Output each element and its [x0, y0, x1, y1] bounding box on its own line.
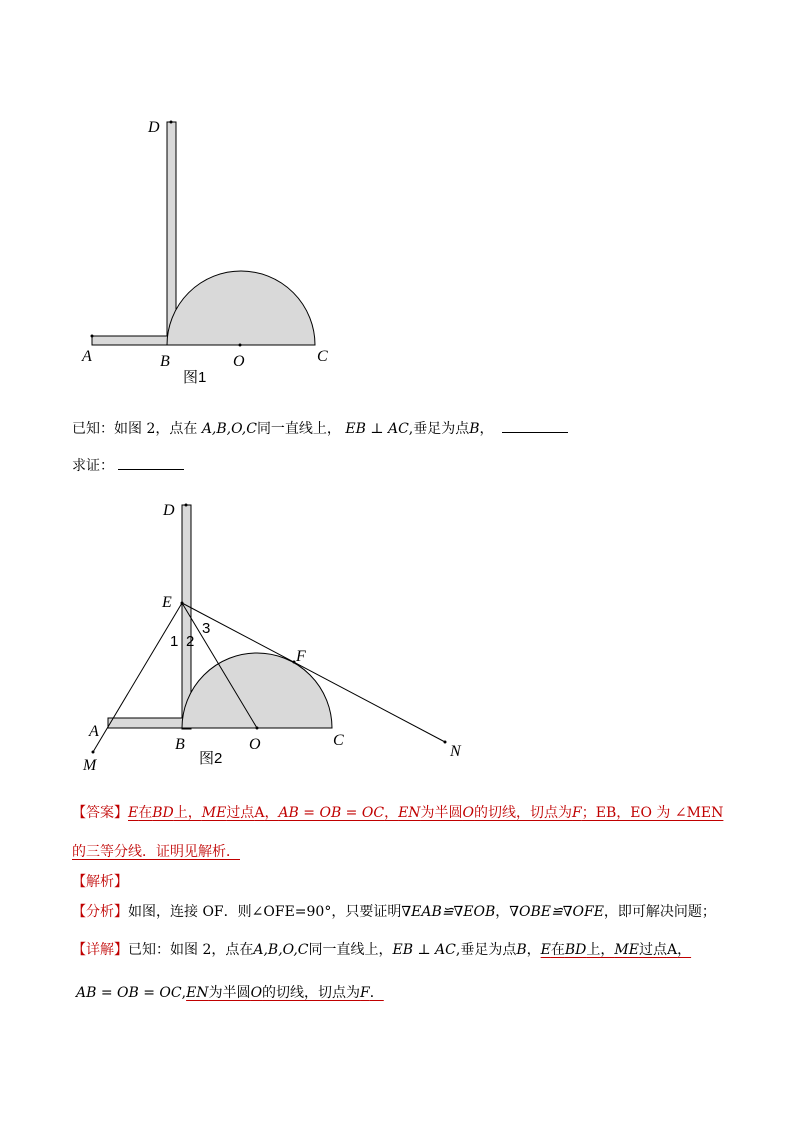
detail-equation: AB = OB = OC — [76, 985, 182, 1001]
label-f: F — [296, 648, 306, 665]
prove-label: 求证： — [72, 458, 114, 474]
label-d: D — [148, 119, 160, 136]
given-perp: EB ⊥ AC — [345, 421, 409, 437]
fenxi-line — [72, 902, 716, 922]
point-o — [256, 727, 259, 730]
label-a: A — [82, 348, 92, 365]
label-b: B — [160, 353, 170, 370]
detail-text: 同一直线上， — [308, 942, 393, 958]
label-m: M — [83, 757, 97, 774]
given-foot-point: B — [469, 421, 480, 437]
label-o: O — [249, 736, 261, 753]
horizontal-ruler — [108, 718, 183, 728]
answer-line-2: 的三等分线．证明见解析． — [72, 844, 240, 860]
label-e: E — [162, 594, 172, 611]
label-c: C — [317, 348, 328, 365]
detail-underlined-1: E在BD上，ME过点A， — [540, 942, 692, 958]
given-points: A,B,O,C — [201, 421, 257, 437]
label-b: B — [175, 736, 185, 753]
detail-perp: EB ⊥ AC — [392, 942, 456, 958]
fenxi-angle: ∠OFE=90° — [251, 904, 332, 920]
point-d — [185, 504, 188, 507]
analysis-tag: 【解析】 — [72, 874, 128, 890]
fenxi-text-3: ， — [495, 904, 510, 920]
answer-tag: 【答案】 — [72, 805, 128, 821]
fenxi-text-4: ，即可解决问题； — [603, 904, 716, 920]
detail-line-1 — [72, 940, 691, 960]
detail-text: ,垂足为点 — [455, 942, 517, 958]
point-n — [444, 741, 447, 744]
angle-1: 1 — [170, 633, 179, 650]
detail-text: 已知：如图 2，点在 — [128, 942, 254, 958]
fenxi-tag: 【分析】 — [72, 904, 128, 920]
point-e — [181, 602, 184, 605]
fenxi-text-1: 如图，连接 OF．则 — [128, 904, 252, 920]
line-em — [93, 603, 182, 752]
fenxi-congruence-2: ∇OBE≌∇OFE — [509, 904, 604, 920]
detail-points: A,B,O,C — [253, 942, 309, 958]
label-c: C — [333, 732, 344, 749]
detail-underlined-2: EN为半圆O的切线，切点为F． — [186, 985, 384, 1001]
figure-1-caption: 图1 — [183, 369, 207, 386]
answer-content-1: E在BD上，ME过点A，AB = OB = OC，EN为半圆O的切线，切点为F；EB，EO 为 ∠MEN — [128, 805, 724, 821]
angle-2: 2 — [186, 633, 195, 650]
detail-text: ， — [526, 942, 541, 958]
detail-point-b: B — [516, 942, 527, 958]
label-o: O — [233, 353, 245, 370]
detail-line-2 — [76, 983, 384, 1003]
fenxi-text-2: ，只要证明 — [331, 904, 402, 920]
detail-text: , — [181, 985, 187, 1001]
point-m — [92, 751, 95, 754]
label-d: D — [163, 502, 175, 519]
given-comma: ， — [479, 421, 494, 437]
semicircle — [182, 653, 332, 728]
figure-2-caption: 图2 — [199, 750, 223, 767]
angle-3: 3 — [202, 620, 211, 637]
fenxi-congruence-1: ∇EAB≌∇EOB — [401, 904, 496, 920]
answer-line-1 — [72, 803, 723, 823]
detail-tag: 【详解】 — [72, 942, 128, 958]
given-same-line: 同一直线上， — [256, 421, 341, 437]
label-n: N — [450, 743, 461, 760]
label-a: A — [89, 723, 99, 740]
given-label: 已知：如图 2，点在 — [72, 421, 198, 437]
given-foot: ,垂足为点 — [408, 421, 470, 437]
